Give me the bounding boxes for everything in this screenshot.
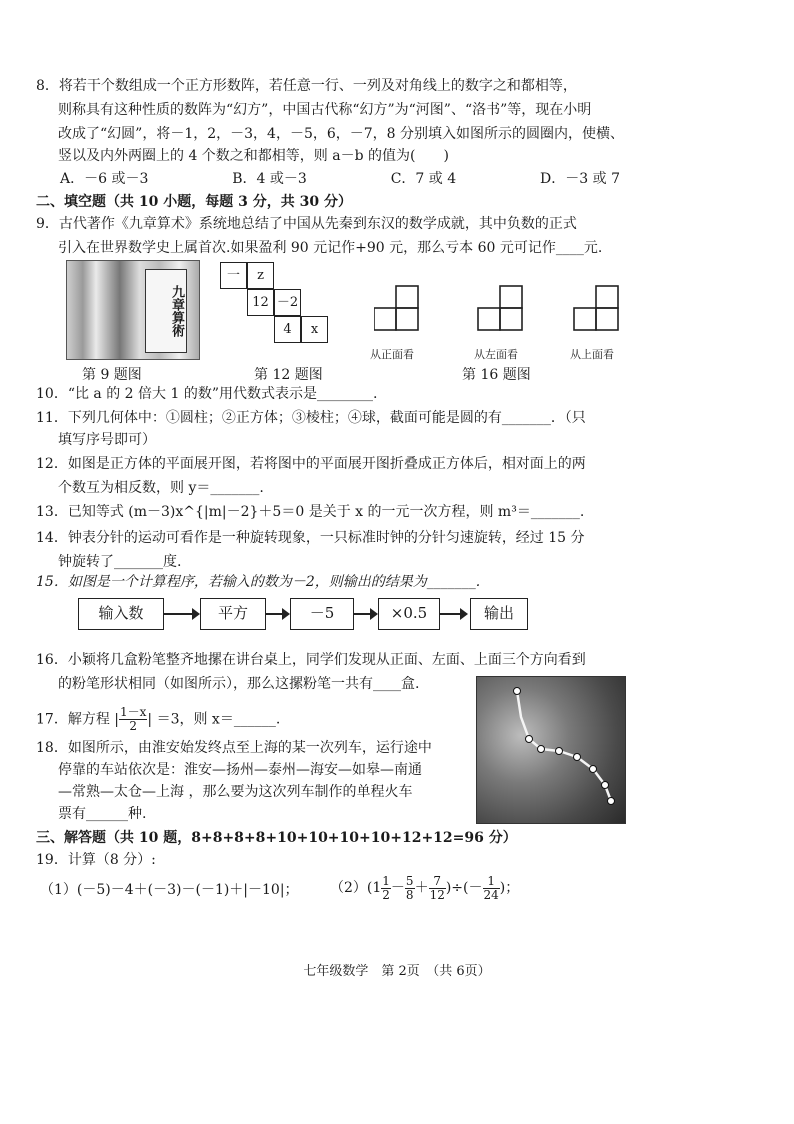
view-top-label: 从上面看 xyxy=(570,348,614,361)
q13-text: 13．已知等式 (m－3)x^{|m|－2}＋5＝0 是关于 x 的一元一次方程，则 m³＝_______. xyxy=(36,504,585,520)
q19-part-1: （1）(－5)－4＋(－3)－(－1)＋|－10|； xyxy=(40,882,299,898)
net-cell: x xyxy=(301,316,328,343)
figure-16-caption: 第 16 题图 xyxy=(462,367,531,383)
q8-option-d: D．－3 或 7 xyxy=(540,171,620,187)
q17-numerator: 1－x xyxy=(120,705,147,719)
flow-arrow-icon xyxy=(266,613,288,615)
flow-arrow-icon xyxy=(440,613,466,615)
q17-denominator: 2 xyxy=(129,719,138,733)
q8-options xyxy=(60,168,620,188)
q19-p2-suffix: )； xyxy=(499,880,520,896)
q11-line-2: 填写序号即可） xyxy=(58,432,156,448)
q19-frac-2 xyxy=(405,875,415,902)
q8-line-4: 竖以及内外两圈上的 4 个数之和都相等，则 a－b 的值为( ) xyxy=(58,148,449,164)
frac-denominator: 24 xyxy=(483,887,499,902)
views-drawing xyxy=(374,284,644,344)
frac-denominator: 2 xyxy=(382,887,390,902)
view-left-label: 从左面看 xyxy=(474,348,518,361)
figure-12-caption: 第 12 题图 xyxy=(254,367,323,383)
q12-line-1: 12．如图是正方体的平面展开图，若将图中的平面展开图折叠成正方体后，相对面上的两 xyxy=(36,456,586,472)
flow-input-box: 输入数 xyxy=(78,598,164,630)
q19-op-1: － xyxy=(390,880,405,896)
figure-9-caption: 第 9 题图 xyxy=(82,367,142,383)
railway-map-image xyxy=(476,676,626,824)
frac-numerator: 1 xyxy=(483,875,500,889)
q19-p2-prefix: （2）(1 xyxy=(330,880,382,896)
q19-op-2: ＋ xyxy=(414,880,429,896)
net-cell: 12 xyxy=(247,289,274,316)
q15-text: 15．如图是一个计算程序，若输入的数为－2，则输出的结果为_______. xyxy=(36,574,481,590)
flow-arrow-icon xyxy=(354,613,376,615)
figure-row xyxy=(60,258,740,388)
calc-program-flowchart xyxy=(78,598,528,634)
q19-op-3: )÷(－ xyxy=(445,880,483,896)
q8-line-2: 则称具有这种性质的数阵为“幻方”，中国古代称“幻方”为“河图”、“洛书”等，现在小明 xyxy=(58,102,592,118)
flow-minus5-box: －5 xyxy=(290,598,354,630)
three-views-figure xyxy=(370,284,644,364)
q18-line-1: 18．如图所示，由淮安始发终点至上海的某一次列车，运行途中 xyxy=(36,740,432,756)
book-photo xyxy=(66,260,200,360)
q11-line-1: 11．下列几何体中：①圆柱；②正方体；③棱柱；④球，截面可能是圆的有_______．（只 xyxy=(36,410,586,426)
q17-fraction xyxy=(119,706,147,733)
q19-frac-3 xyxy=(429,875,446,902)
frac-numerator: 7 xyxy=(429,875,446,889)
q19-frac-4 xyxy=(483,875,500,902)
net-cell: z xyxy=(247,262,274,289)
q16-line-1: 16．小颖将几盒粉笔整齐地摞在讲台桌上，同学们发现从正面、左面、上面三个方向看到 xyxy=(36,652,586,668)
q14-line-2: 钟旋转了_______度. xyxy=(58,554,182,570)
q18-line-2: 停靠的车站依次是：淮安—扬州—泰州—海安—如皋—南通 xyxy=(58,762,422,778)
railway-route-drawing xyxy=(477,677,625,823)
net-cell: 4 xyxy=(274,316,301,343)
section-2-title: 二、填空题（共 10 小题，每题 3 分，共 30 分） xyxy=(36,194,352,210)
q19-part-2 xyxy=(330,874,519,902)
q18-line-3: —常熟—太仓—上海 ，那么要为这次列车制作的单程火车 xyxy=(58,784,413,800)
view-front-label: 从正面看 xyxy=(370,348,414,361)
q8-option-c: C．7 或 4 xyxy=(390,171,457,187)
q8-option-a: A．－6 或－3 xyxy=(60,171,149,187)
net-cell: －2 xyxy=(274,289,301,316)
q17-suffix: ＝3，则 x＝______. xyxy=(156,711,281,728)
q19-title: 19．计算（8 分）: xyxy=(36,852,156,868)
frac-denominator: 12 xyxy=(429,887,445,902)
q12-line-2: 个数互为相反数，则 y＝_______. xyxy=(58,480,264,496)
net-cell: 一 xyxy=(220,262,247,289)
q16-line-2: 的粉笔形状相同（如图所示），那么这摞粉笔一共有____盒. xyxy=(58,676,420,692)
q8-line-1: 8．将若干个数组成一个正方形数阵，若任意一行、一列及对角线上的数字之和都相等， xyxy=(36,78,577,94)
flow-times-box: ×0.5 xyxy=(378,598,440,630)
book-title-label: 九章算術 xyxy=(145,269,187,353)
q8-line-3: 改成了“幻圆”，将－1，2，－3，4，－5，6，－7，8 分别填入如图所示的圆圈内，使横、 xyxy=(58,126,625,142)
flow-square-box: 平方 xyxy=(200,598,266,630)
q17-prefix: 17．解方程 xyxy=(36,711,110,728)
frac-numerator: 1 xyxy=(382,873,390,888)
page-footer: 七年级数学 第 2页 （共 6页） xyxy=(303,964,491,979)
q9-line-2: 引入在世界数学史上属首次.如果盈利 90 元记作+90 元，那么亏本 60 元可记作____元. xyxy=(58,240,603,256)
q17-text xyxy=(36,706,280,733)
flow-output-box: 输出 xyxy=(470,598,528,630)
q19-frac-1 xyxy=(381,875,391,902)
q10-text: 10．“比 a 的 2 倍大 1 的数”用代数式表示是________. xyxy=(36,386,378,402)
q17-abs-open: | xyxy=(114,711,119,728)
flow-arrow-icon xyxy=(164,613,198,615)
q18-line-4: 票有______种. xyxy=(58,806,147,822)
frac-denominator: 8 xyxy=(405,887,414,902)
q9-line-1: 9．古代著作《九章算术》系统地总结了中国从先秦到东汉的数学成就，其中负数的正式 xyxy=(36,216,577,232)
q8-option-b: B．4 或－3 xyxy=(232,171,307,187)
section-3-title: 三、解答题（共 10 题，8+8+8+8+10+10+10+10+12+12=96 分） xyxy=(36,830,517,846)
q17-abs-close: | xyxy=(147,711,153,728)
q14-line-1: 14．钟表分针的运动可看作是一种旋转现象，一只标准时钟的分针匀速旋转，经过 15 分 xyxy=(36,530,585,546)
frac-numerator: 5 xyxy=(405,873,414,888)
